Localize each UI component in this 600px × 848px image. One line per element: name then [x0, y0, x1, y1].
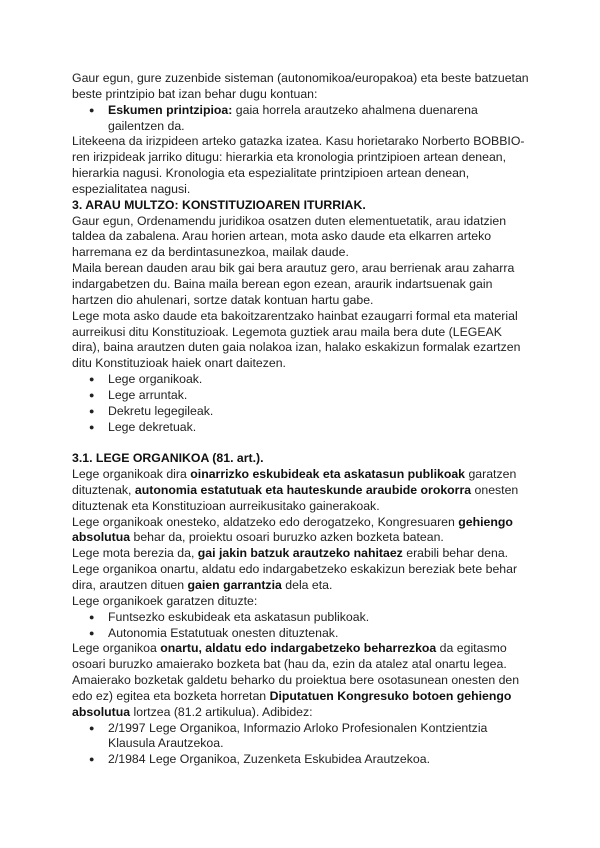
paragraph: Lege organikoa onartu, aldatu edo indargabetzeko eskakizun bereziak bete behar dira, arautzen dituen gaien garrantzia dela eta.: [72, 562, 518, 592]
principle-list: [72, 103, 532, 135]
section-3-1-heading: 3.1. LEGE ORGANIKOA (81. art.).: [72, 451, 264, 466]
intro-paragraph: Gaur egun, gure zuzenbide sisteman (autonomikoa/europakoa) eta beste batzuetan beste printzipio bat izan behar dugu kontuan:: [72, 71, 529, 101]
section-3-heading: 3. ARAU MULTZO: KONSTITUZIOAREN ITURRIAK.: [72, 197, 366, 212]
list-item: ● Eskumen printzipioa: gaia horrela arautzeko ahalmena duenarena gailentzen da.: [72, 103, 532, 135]
law-types-list: [72, 372, 532, 435]
list-item: ● Lege organikoak.: [72, 372, 532, 388]
example-list: [72, 721, 532, 769]
list-item: ● 2/1984 Lege Organikoa, Zuzenketa Eskubidea Arautzekoa.: [72, 752, 532, 768]
list-item: ● Lege arruntak.: [72, 388, 532, 404]
list-item: ● Autonomia Estatutuak onesten dituztenak.: [72, 626, 532, 642]
paragraph: Gaur egun, Ordenamendu juridikoa osatzen duten elementuetatik, arau idatzien taldea da zabalena. Arau horien artean, mota asko daude eta elkarren arteko harremana ez da berdintasunezkoa, mailak daude.: [72, 213, 507, 260]
paragraph: Lege mota asko daude eta bakoitzarentzako hainbat ezaugarri formal eta material aurreikusi ditu Konstituzioak. Legemota guztiek arau maila bera dute (LEGEAK dira), baina arautzen duten gaia nolakoa izan, halako eskakizun formalak ezartzen ditu Konstituzioak haiek onart daitezen.: [72, 308, 521, 371]
paragraph: Lege mota berezia da, gai jakin batzuk arautzeko nahitaez erabili behar dena.: [72, 546, 509, 561]
organic-law-list: [72, 610, 532, 642]
list-item: ● Dekretu legegileak.: [72, 404, 532, 420]
paragraph: Lege organikoa onartu, aldatu edo indargabetzeko beharrezkoa da egitasmo osoari buruzko amaierako bozketa bat (hau da, ezin da atalez atal onartu legea. Amaierako bozketak galdetu beharko du proiektua bere osotasunean onesten den edo ez) egitea eta bozketa horretan Diputatuen Kongresuko botoen gehiengo absolutua lortzea (81.2 artikulua). Adibidez:: [72, 641, 520, 719]
list-item: ● Funtsezko eskubideak eta askatasun publikoak.: [72, 610, 532, 626]
bobbio-paragraph: Litekeena da irizpideen arteko gatazka izatea. Kasu horietarako Norberto BOBBIO-ren irizpideak jarriko ditugu: hierarkia eta kronologia printzipioen artean denean, hierarkia nagusi. Kronologia eta espezialitate printzipioen artean denean, espezialitatea nagusi.: [72, 134, 525, 196]
paragraph: Lege organikoek garatzen dituzte:: [72, 593, 258, 608]
list-item: ● Lege dekretuak.: [72, 420, 532, 436]
paragraph: Lege organikoak onesteko, aldatzeko edo derogatzeko, Kongresuaren gehiengo absolutua behar da, proiektu osoari buruzko azken bozketa batean.: [72, 514, 513, 545]
bullet-term: Eskumen printzipioa:: [108, 102, 233, 117]
paragraph: Lege organikoak dira oinarrizko eskubideak eta askatasun publikoak garatzen dituztenak, autonomia estatutuak eta hauteskunde araubide orokorra onesten dituztenak eta Konstituzioan aurreikusitako gainerakoak.: [72, 467, 519, 513]
paragraph: Maila berean dauden arau bik gai bera arautuz gero, arau berrienak arau zaharra indargabetzen du. Baina maila berean egon ezean, araurik indartsuenak gain hartzen dio ahulenari, sortze datak kontuan hartu gabe.: [72, 261, 515, 307]
spacer: [72, 435, 532, 451]
list-item: ● 2/1997 Lege Organikoa, Informazio Arloko Profesionalen Kontzientzia Klausula Arautzekoa.: [72, 721, 532, 753]
document-body: [72, 71, 532, 768]
